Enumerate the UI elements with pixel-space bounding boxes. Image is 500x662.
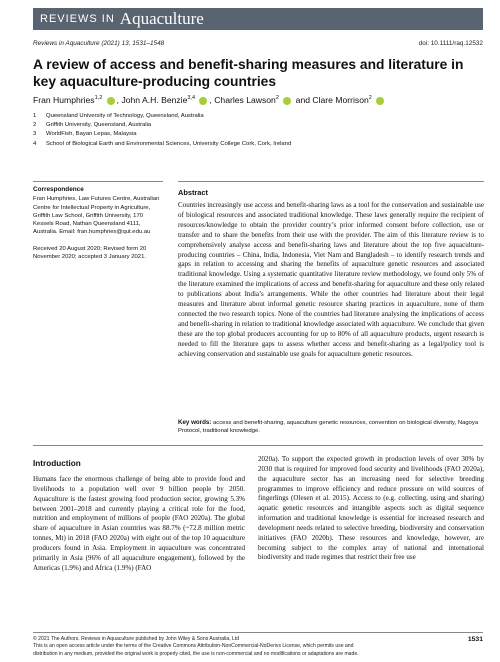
affiliation-text: Griffith University, Queensland, Australia [46,122,152,129]
author-affil: 3,4 [187,95,196,102]
author-separator: and [293,95,313,105]
citation: Reviews in Aquaculture (2021) 13, 1531–1548 [33,40,165,47]
section-heading-introduction: Introduction [33,459,81,468]
author-name[interactable]: Fran Humphries [33,95,95,105]
journal-banner [33,8,483,30]
author-separator: , [116,95,122,105]
article-info [33,186,163,269]
author-affil: 2 [275,95,279,102]
affiliation-text: School of Biological Earth and Environmental Sciences, University College Cork, Cork, Ireland [46,140,292,147]
abstract-heading: Abstract [178,188,208,197]
affiliation-text: WorldFish, Bayan Lepas, Malaysia [46,131,137,138]
keywords-label: Key words: [178,419,212,426]
affiliation-number: 1 [33,113,37,119]
divider [33,181,163,182]
orcid-icon[interactable] [199,97,207,105]
page-number: 1531 [467,636,483,643]
received-dates: Received 20 August 2020; Revised form 20 November 2020; accepted 3 January 2021. [33,245,147,261]
affiliation [33,121,453,130]
author-list [33,95,483,105]
abstract [178,181,484,360]
author-name[interactable]: John A.H. Benzie [121,95,188,105]
affiliation-text: Queensland University of Technology, Queensland, Australia [46,113,204,119]
copyright-footer [33,636,483,658]
orcid-icon[interactable] [376,97,384,105]
orcid-icon[interactable] [107,97,115,105]
affiliation-number: 3 [33,131,37,138]
affiliation [33,140,453,149]
divider [33,632,483,633]
affiliation-number: 2 [33,122,37,129]
affiliations [33,112,453,149]
affiliation [33,112,453,121]
license-line: distribution in any medium, provided the original work is properly cited, the use is non-commercial and no modifications or adaptations are made. [33,650,359,657]
doi-link[interactable]: doi: 10.1111/raq.12532 [418,40,483,47]
author-affil: 2 [368,95,372,102]
body-column-left: Humans face the enormous challenge of being able to provide food and livelihoods to a population well over 9 billion people by 2050. Aquaculture is the fastest growing food production sector, growing 5.3% between 2001–2018 and currently playing a critical role for the food, nutrition and employment of millions of people (FAO 2020a). The global share of aquaculture in Asian countries was 88.7% (~72.8 million metric tonnes, Mt) in 2018 (FAO 2020a) with eight out of the top 10 aquaculture producers found in Asia. Employment in aquaculture was concentrated primarily in Asia (96% of all aquaculture engagement), followed by the Americas (1.9%) and Africa (1.9%) (FAO [33,475,245,572]
license-line: This is an open access article under the terms of the Creative Commons Attribution-NonCommercial-NoDerivs License, which permits use and [33,643,354,650]
correspondence-text: Fran Humphries, Law Futures Centre, Australian Centre for Intellectual Property in Agriculture, Griffith Law School, Griffith University, 170 Kessels Road, Nathan Queensland 4111, Australia. Email: fran.humphries@qut.edu.au [33,196,160,236]
body-column-right: 2020a). To support the expected growth in production levels of over 30% by 2030 that is required for improved food security and livelihoods (FAO 2020a), the aquaculture sector has an increasing need for selective breeding programmes to improve efficiency and reduce pressure on wild sources of fingerlings (Olesen et al. 2015). Access to (e.g. collecting, using and sharing) aquatic genetic resources and intangible aspects such as digital sequence information and traditional knowledge is essential for increased research and development needs related to selective breeding, biodiversity and conservation initiatives (FAO 2020b). These resources and knowledge, however, are becoming subject to the complex array of national and international biodiversity and trade regimes that restrict their free use [258,455,484,562]
affiliation [33,130,453,139]
author-affil: 1,2 [94,95,103,102]
journal-banner-name: Aquaculture [119,9,204,28]
author-name[interactable]: Charles Lawson [214,95,276,105]
author-separator: , [209,95,215,105]
divider [33,445,483,446]
affiliation-number: 4 [33,140,37,147]
keywords-text: access and benefit-sharing, aquaculture genetic resources, convention on biological diversity, Nagoya Protocol, traditional knowledge. [178,420,479,435]
abstract-text: Countries increasingly use access and benefit-sharing laws as a tool for the conservation and sustainable use of biological resources and associated traditional knowledge. These laws generally require the recipient of resources/knowledge to obtain the provider country’s prior informed consent before collection, use or transfer and to share the benefits from their use with the provider. The aim of this literature review is to comprehensively analyse access and benefit-sharing laws and literature about the top five aquaculture-producing countries – China, India, Indonesia, Viet Nam and Bangladesh – to identify research trends and gaps in relation to accessing and sharing the benefits of aquaculture genetic resources and associated traditional knowledge. Using a systematic quantitative literature review methodology, we found only 5% of the literature examined the implications of access and benefit-sharing for aquaculture and these only related to publications about India’s arrangements. While the other countries had literature about their legal measures and literature about informal genetic resource sharing practices in aquaculture, none of them connected the two research topics. None of the countries had literature analysing the implications of access and benefit-sharing in relation to traditional knowledge associated with aquaculture. We conclude that given these are the top global producers accounting for up to 80% of all aquaculture products, urgent research is needed to fill the literature gaps to assess whether access and benefit-sharing as a legal/policy tool is achieving conservation and sustainable use goals for aquaculture genetic resources. [178,201,484,358]
orcid-icon[interactable] [283,97,291,105]
copyright-line: © 2021 The Authors. Reviews in Aquaculture published by John Wiley & Sons Australia, Ltd [33,636,240,642]
journal-banner-prefix: REVIEWS IN [40,13,115,25]
author-name[interactable]: Clare Morrison [312,95,369,105]
article-title: A review of access and benefit-sharing measures and literature in key aquaculture-producing countries [33,57,464,89]
keywords [178,419,484,436]
correspondence-heading: Correspondence [33,186,84,193]
